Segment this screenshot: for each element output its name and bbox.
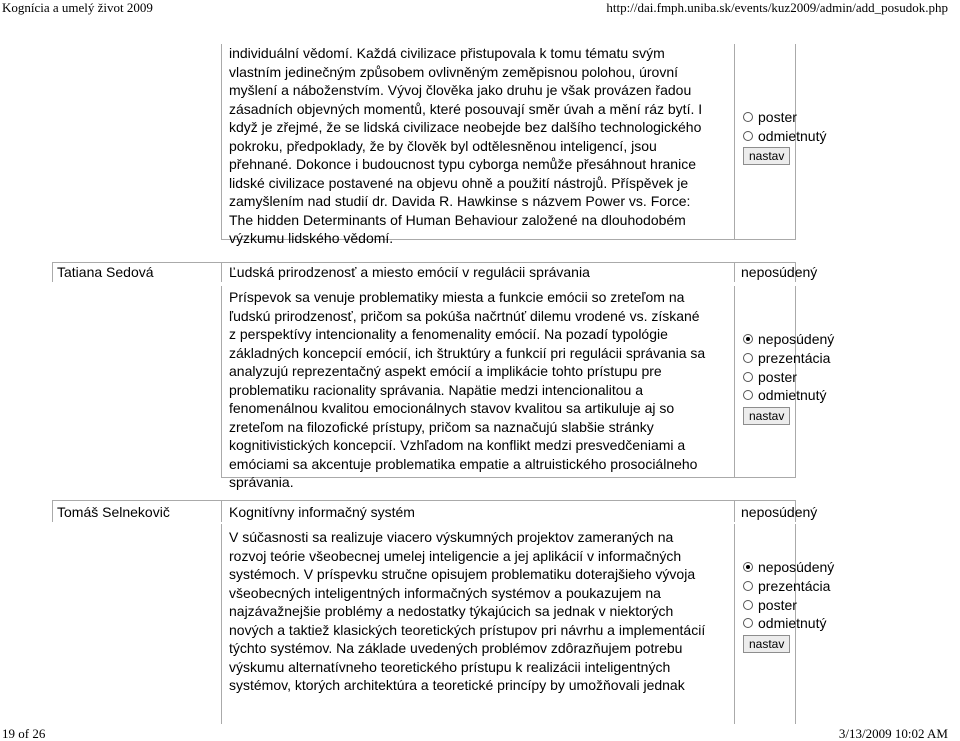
abstract-line: lidské civilizace postavené na objevu ohně a použití nástrojů. Příspěvek je	[229, 174, 689, 191]
print-timestamp: 3/13/2009 10:02 AM	[838, 726, 948, 741]
option-label: prezentácia	[758, 350, 831, 367]
option-label: poster	[758, 596, 797, 613]
abstract-line: ľudskú prirodzenosť, pričom sa pokúša načrtnúť dilemu vrodené vs. získané	[229, 307, 700, 324]
print-header-url: http://dai.fmph.uniba.sk/events/kuz2009/admin/add_posudok.php	[606, 0, 948, 15]
entry-2-title: Kognitívny informačný systém	[229, 504, 415, 520]
entry-1-header-divider	[221, 262, 222, 282]
abstract-line: Príspevok sa venuje problematiky miesta a funkcie emócii so zreteľom na	[229, 289, 685, 305]
option-neposudeny[interactable]	[743, 558, 834, 577]
abstract-line: z perspektívy intencionality a fenomenality emócií. Na pozadí typológie	[229, 326, 668, 342]
abstract-line: V súčasnosti sa realizuje viacero výskumných projektov zameraných na	[229, 529, 674, 545]
radio-button[interactable]	[743, 372, 753, 382]
abstract-line: zamyšlením nad studií dr. Davida R. Hawkinse s názvem Power vs. Force:	[229, 193, 691, 209]
page-counter: 19 of 26	[2, 726, 46, 741]
entry-2-decision	[743, 558, 834, 653]
option-label: neposúdený	[758, 331, 835, 348]
option-label: odmietnutý	[758, 615, 827, 632]
abstract-line: týchto systémov. Na základe uvedených problémov zdôrazňujem potrebu	[229, 640, 683, 656]
entry-1-title: Ľudská prirodzenosť a miesto emócií v regulácii správania	[229, 264, 590, 280]
abstract-line: výzkumu lidského vědomí.	[229, 230, 394, 246]
nastav-button[interactable]: nastav	[743, 407, 790, 425]
entry-0-abstract	[229, 44, 702, 248]
entry-2-header-divider	[734, 500, 735, 522]
abstract-line: základných koncepcií emócií, ich štruktúry a funkcií pri regulácii správania sa	[229, 344, 706, 361]
abstract-line: správania.	[229, 474, 294, 490]
entry-1-decision	[743, 330, 834, 425]
option-odmietnuty[interactable]	[743, 614, 834, 633]
abstract-line: nových a taktiež klasických teoretických prístupov pri návrhu a implementácií	[229, 621, 706, 638]
abstract-line: když je zřejmé, že se lidská civilizace neobejde bez dalšího technologického	[229, 119, 702, 135]
abstract-line: individuální vědomí. Každá civilizace přistupovala k tomu tématu svým	[229, 45, 665, 61]
option-prezentacia[interactable]	[743, 349, 834, 368]
abstract-line: problematiku racionality správania. Napätie medzi intencionalitou a	[229, 381, 644, 398]
radio-button[interactable]	[743, 334, 753, 344]
option-poster[interactable]	[743, 108, 826, 127]
nastav-button[interactable]: nastav	[743, 635, 790, 653]
entry-1-body-divider	[734, 286, 735, 478]
nastav-button[interactable]: nastav	[743, 147, 790, 165]
print-header	[0, 1, 960, 15]
abstract-line: najzávažnejšie problémy a nedostatky týkajúcich sa jednak v niektorých	[229, 603, 674, 619]
abstract-line: přehnané. Dokonce i budoucnost typu cyborga nemůže přesáhnout hranice	[229, 156, 696, 172]
print-header-title: Kognícia a umelý život 2009	[2, 0, 153, 15]
entry-2-body-divider	[734, 524, 735, 724]
abstract-line: myšlení a náboženstvím. Vývoj člověka jako druhu je však provázen řadou	[229, 82, 692, 98]
abstract-line: všeobecných inteligentných informačných systémov a poukazujem na	[229, 584, 661, 601]
abstract-line: vlastním jedinečným způsobem ovlivněným zeměpisnou polohou, úrovní	[229, 63, 679, 80]
option-prezentacia[interactable]	[743, 577, 834, 596]
abstract-line: zreteľom na filozofické prístupy, pričom sa naznačujú slabšie stránky	[229, 418, 654, 435]
option-neposudeny[interactable]	[743, 330, 834, 349]
radio-button[interactable]	[743, 390, 753, 400]
entry-1-abstract	[229, 288, 705, 492]
option-label: poster	[758, 368, 797, 385]
option-poster[interactable]	[743, 595, 834, 614]
entry-0-decision	[743, 108, 826, 165]
entry-2-header-divider	[221, 500, 222, 522]
entry-1-author: Tatiana Sedová	[57, 264, 154, 280]
abstract-line: fenomenálnou kvalitou emocionálnych stavov kvalitou sa artikuluje aj so	[229, 400, 675, 416]
option-label: odmietnutý	[758, 387, 827, 404]
abstract-line: zásadních objevných momentů, které posouvají směr úvah a mění ráz bytí. I	[229, 100, 703, 117]
entry-1-status: neposúdený	[741, 264, 818, 280]
abstract-line: výskumu alternatívneho teoretického prístupu k realizácii inteligentných	[229, 658, 671, 675]
option-label: odmietnutý	[758, 128, 827, 145]
option-label: prezentácia	[758, 578, 831, 595]
entry-2-author: Tomáš Selnekovič	[57, 504, 170, 520]
radio-button[interactable]	[743, 131, 753, 141]
abstract-line: pokroku, předpoklady, že by člověk byl odtělesněnou inteligencí, jsou	[229, 137, 657, 154]
option-odmietnuty[interactable]	[743, 127, 826, 146]
radio-button[interactable]	[743, 112, 753, 122]
radio-button[interactable]	[743, 353, 753, 363]
option-odmietnuty[interactable]	[743, 386, 834, 405]
abstract-line: The hidden Determinants of Human Behaviour založené na dlouhodobém	[229, 211, 686, 228]
radio-button[interactable]	[743, 562, 753, 572]
abstract-line: emóciami sa akcentuje problematika empatie a altruistického prosociálneho	[229, 455, 698, 472]
entry-0-divider	[734, 44, 735, 240]
abstract-line: systémoch. V príspevku stručne opisujem problematiku doterajšieho vývoja	[229, 566, 696, 582]
option-poster[interactable]	[743, 367, 834, 386]
radio-button[interactable]	[743, 618, 753, 628]
abstract-line: kognitivistických koncepcií. Vzhľadom na konflikt medzi presvedčeniami a	[229, 437, 686, 453]
entry-2-abstract	[229, 528, 705, 695]
abstract-line: analyzujú reprezentačný aspekt emócií a implikácie tohto prístupu pre	[229, 363, 662, 379]
entry-2-status: neposúdený	[741, 504, 818, 520]
abstract-line: systémov, ktorých architektúra a teoretické princípy by umožňovali jednak	[229, 677, 685, 693]
abstract-line: rozvoj teórie všeobecnej umelej inteligencie a jej aplikácií v informačných	[229, 547, 682, 564]
print-footer	[0, 727, 960, 741]
radio-button[interactable]	[743, 581, 753, 591]
option-label: poster	[758, 109, 797, 126]
radio-button[interactable]	[743, 600, 753, 610]
entry-1-header-divider	[734, 262, 735, 282]
option-label: neposúdený	[758, 559, 835, 576]
